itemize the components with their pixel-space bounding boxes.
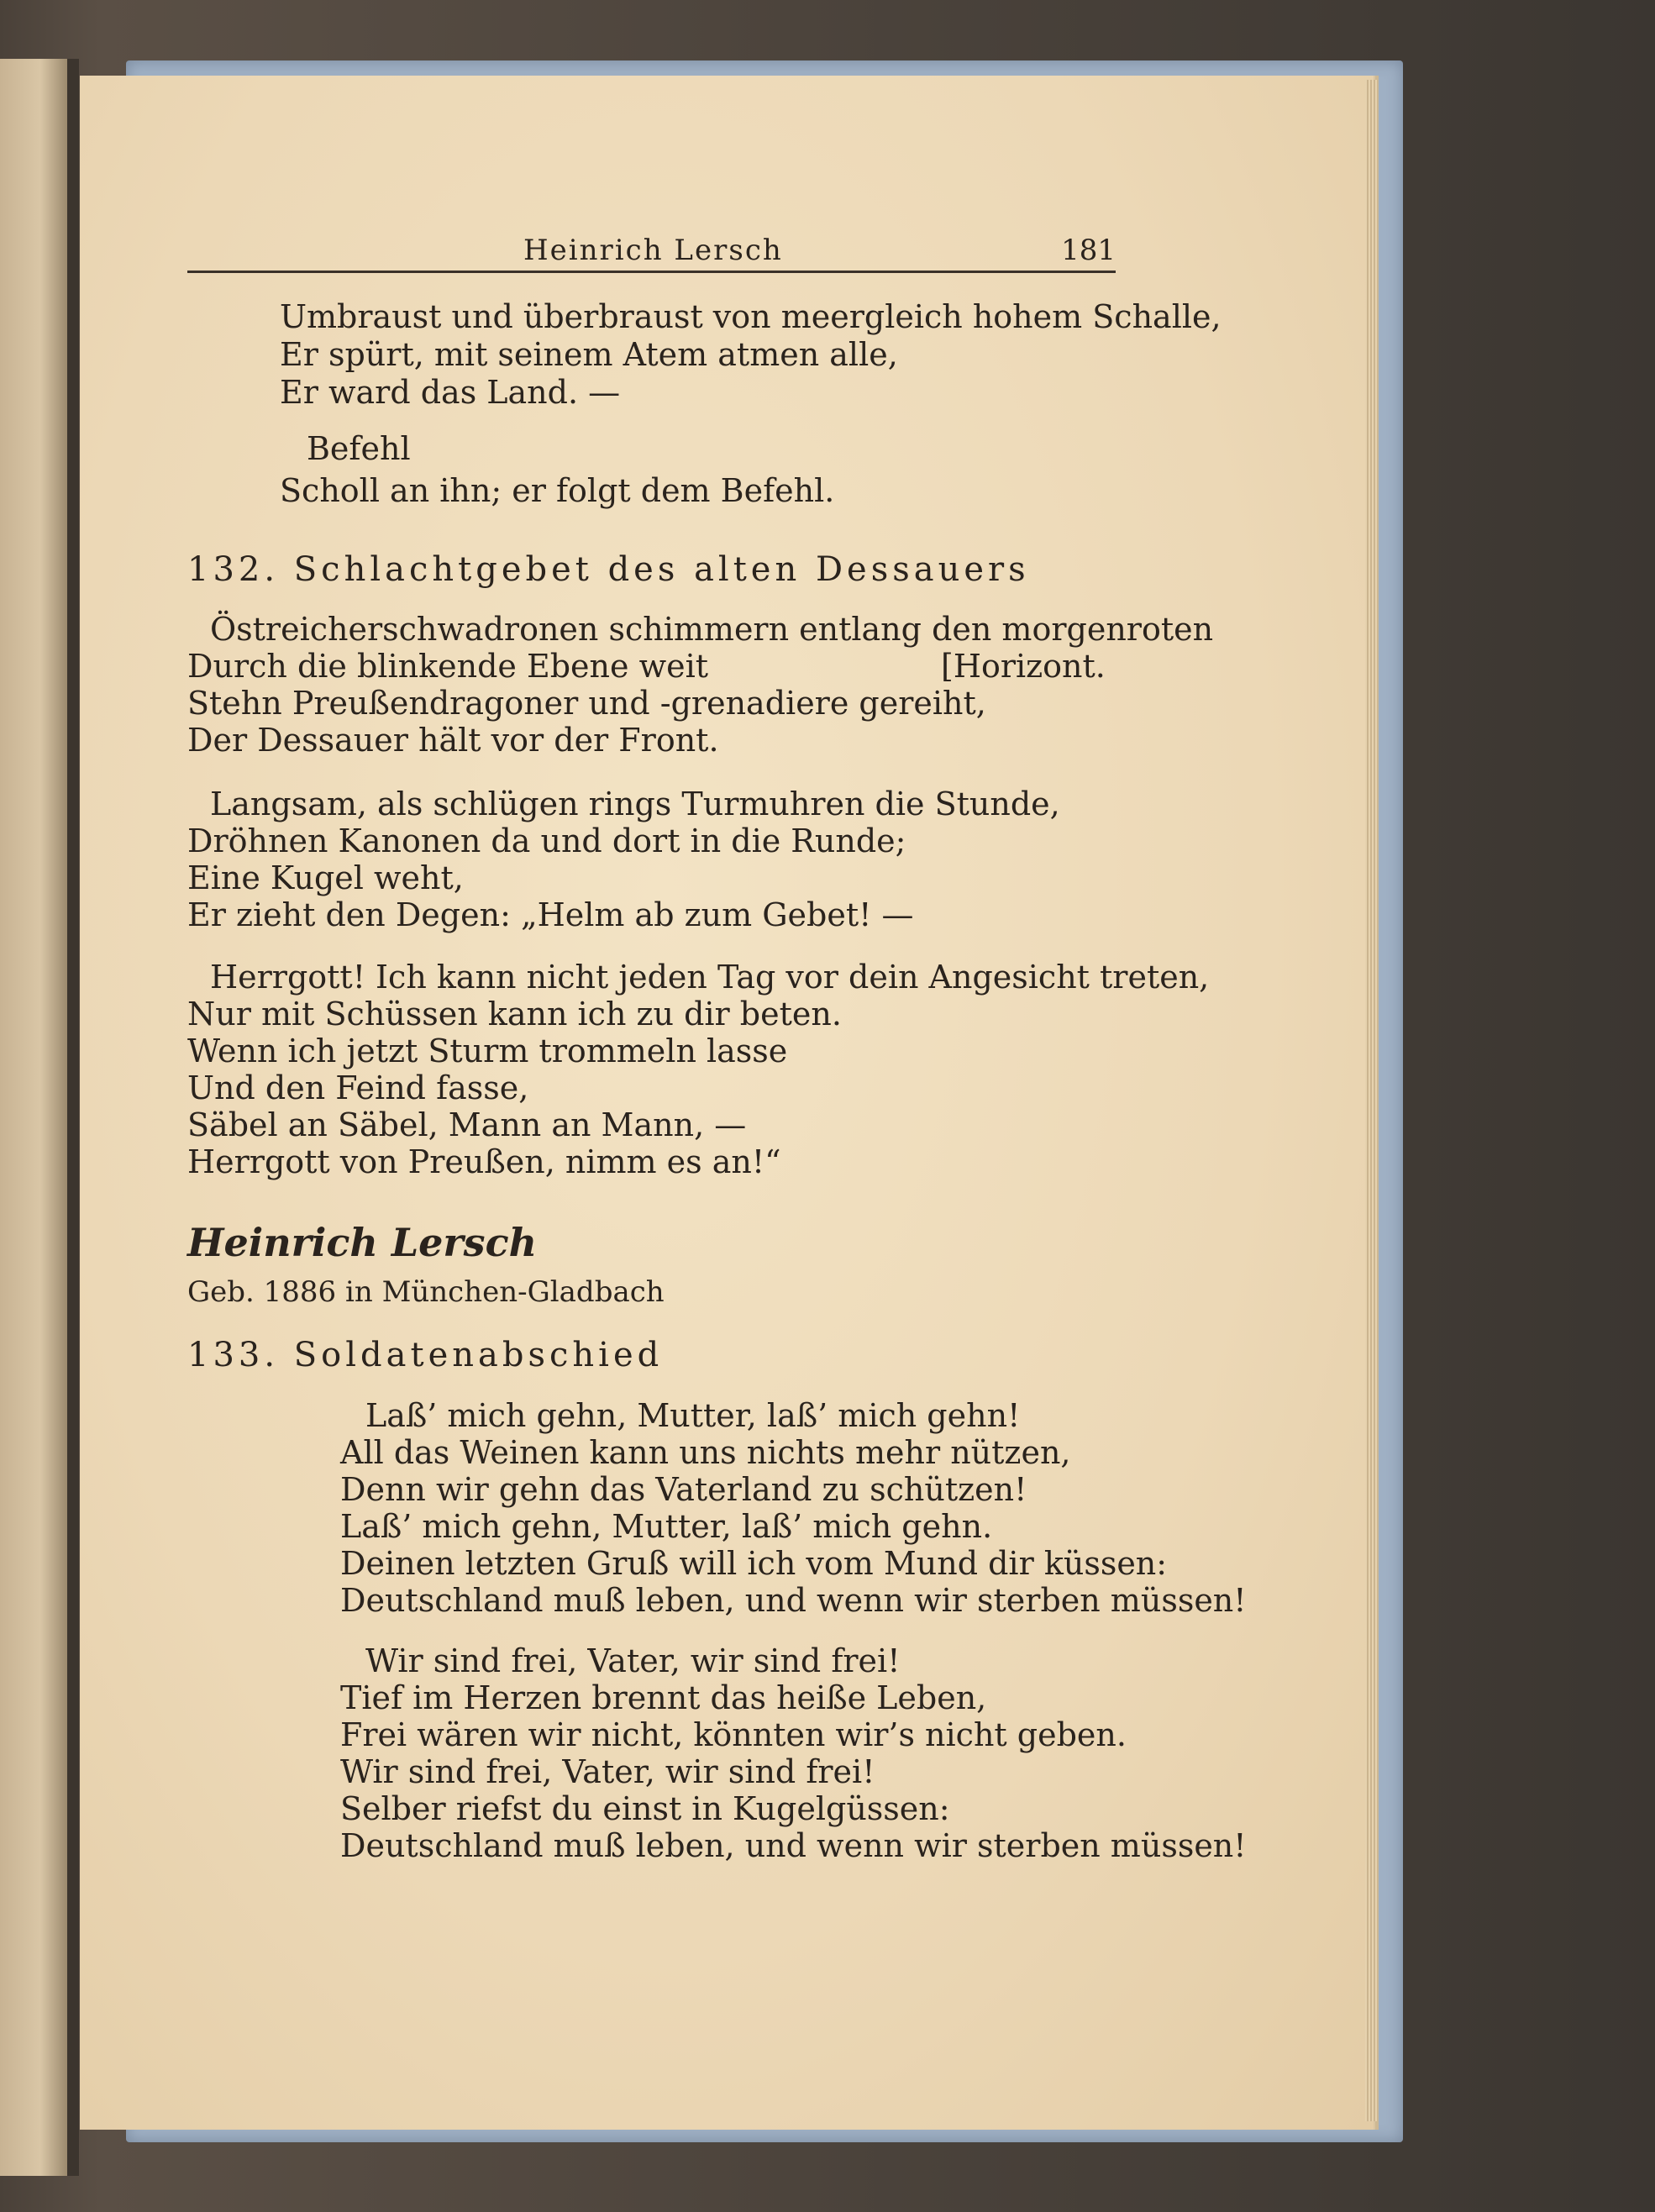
poem-line: Umbraust und überbraust von meergleich hohem Schalle,: [280, 298, 1222, 335]
poem-line: Er spürt, mit seinem Atem atmen alle,: [280, 336, 898, 373]
poem-line: Frei wären wir nicht, könnten wir’s nicht geben.: [340, 1716, 1127, 1753]
poem-line: Laß’ mich gehn, Mutter, laß’ mich gehn!: [365, 1397, 1021, 1434]
poem-line: Denn wir gehn das Vaterland zu schützen!: [340, 1471, 1027, 1508]
poem-line: Durch die blinkende Ebene weit: [187, 648, 709, 685]
poem-line: Wenn ich jetzt Sturm trommeln lasse: [187, 1032, 788, 1069]
poem-line: Herrgott von Preußen, nimm es an!“: [187, 1143, 781, 1180]
poem-line: Selber riefst du einst in Kugelgüssen:: [340, 1790, 950, 1827]
running-header: [187, 234, 1116, 273]
poem-line: Deinen letzten Gruß will ich vom Mund dir küssen:: [340, 1545, 1168, 1582]
book-spine: [67, 59, 79, 2176]
poem-line: Und den Feind fasse,: [187, 1069, 529, 1106]
poem-line: Deutschland muß leben, und wenn wir sterben müssen!: [340, 1582, 1247, 1619]
left-page-edge: [0, 59, 72, 2176]
poem-line: Nur mit Schüssen kann ich zu dir beten.: [187, 996, 842, 1032]
poem-line: Wir sind frei, Vater, wir sind frei!: [340, 1753, 875, 1790]
poem-line: Eine Kugel weht,: [187, 859, 464, 896]
poem-line: Er zieht den Degen: „Helm ab zum Gebet! —: [187, 896, 914, 933]
poem-line: Wir sind frei, Vater, wir sind frei!: [365, 1642, 901, 1679]
running-header-title: Heinrich Lersch: [523, 234, 783, 267]
poem-line: Tief im Herzen brennt das heiße Leben,: [340, 1679, 987, 1716]
poem-heading-133: 133. Soldatenabschied: [187, 1336, 664, 1374]
poem-line: Deutschland muß leben, und wenn wir sterben müssen!: [340, 1827, 1247, 1864]
poem-line: Dröhnen Kanonen da und dort in die Runde;: [187, 822, 906, 859]
poem-line: Östreicherschwadronen schimmern entlang den morgenroten: [210, 611, 1214, 648]
author-name: Heinrich Lersch: [187, 1220, 538, 1265]
author-birth: Geb. 1886 in München-Gladbach: [187, 1275, 665, 1309]
poem-heading-132: 132. Schlachtgebet des alten Dessauers: [187, 550, 1030, 589]
page-number: 181: [1061, 234, 1116, 267]
poem-line-overflow: [Horizont.: [941, 648, 1106, 685]
poem-line: Der Dessauer hält vor der Front.: [187, 722, 719, 759]
poem-line: Befehl: [307, 430, 411, 467]
poem-line: Langsam, als schlügen rings Turmuhren die Stunde,: [210, 785, 1060, 822]
poem-line: Säbel an Säbel, Mann an Mann, —: [187, 1106, 747, 1143]
poem-line: Scholl an ihn; er folgt dem Befehl.: [280, 472, 835, 509]
poem-line: Laß’ mich gehn, Mutter, laß’ mich gehn.: [340, 1508, 993, 1545]
poem-line: Er ward das Land. —: [280, 374, 621, 411]
poem-line: All das Weinen kann uns nichts mehr nützen,: [340, 1434, 1071, 1471]
poem-line: Herrgott! Ich kann nicht jeden Tag vor dein Angesicht treten,: [210, 959, 1210, 996]
poem-line: Stehn Preußendragoner und -grenadiere gereiht,: [187, 685, 986, 722]
page-stack-edge: [1365, 80, 1377, 2121]
